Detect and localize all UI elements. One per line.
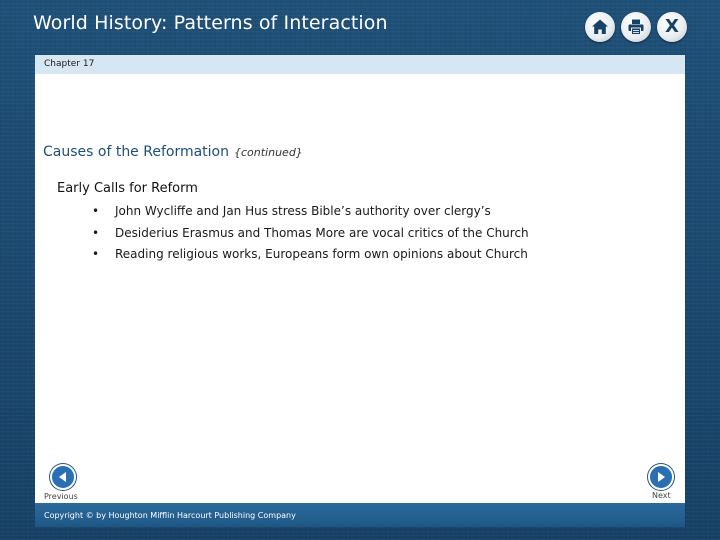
app-title: World History: Patterns of Interaction: [33, 12, 388, 34]
section-heading: Early Calls for Reform: [57, 181, 198, 196]
slide-title-continued: {continued}: [234, 146, 303, 159]
home-icon: [591, 18, 609, 36]
slide-panel: [35, 55, 685, 520]
bullet-icon: •: [92, 247, 100, 261]
bullet-text: John Wycliffe and Jan Hus stress Bible’s authority over clergy’s: [115, 204, 491, 218]
bullet-icon: •: [92, 225, 100, 240]
next-button[interactable]: [648, 464, 674, 490]
home-button[interactable]: [585, 12, 615, 42]
footer-bar: [35, 503, 685, 527]
bullet-icon: •: [92, 204, 100, 218]
print-button[interactable]: [621, 12, 651, 42]
bullet-text: Desiderius Erasmus and Thomas More are vocal critics of the Church: [115, 225, 529, 240]
bullet-text: Reading religious works, Europeans form own opinions about Church: [115, 247, 528, 261]
arrow-right-icon: [655, 471, 667, 483]
copyright-text: Copyright © by Houghton Mifflin Harcourt Publishing Company: [44, 511, 296, 520]
arrow-left-icon: [57, 471, 69, 483]
close-button[interactable]: [657, 12, 687, 42]
slide-title-text: Causes of the Reformation: [43, 144, 229, 160]
printer-icon: [627, 18, 645, 36]
slide-title: [43, 141, 303, 160]
next-label[interactable]: Next: [652, 491, 671, 500]
previous-label[interactable]: Previous: [44, 492, 78, 501]
chapter-label: Chapter 17: [44, 59, 95, 69]
close-icon: X: [665, 16, 679, 37]
previous-button[interactable]: [50, 464, 76, 490]
chapter-bar: [35, 55, 685, 74]
